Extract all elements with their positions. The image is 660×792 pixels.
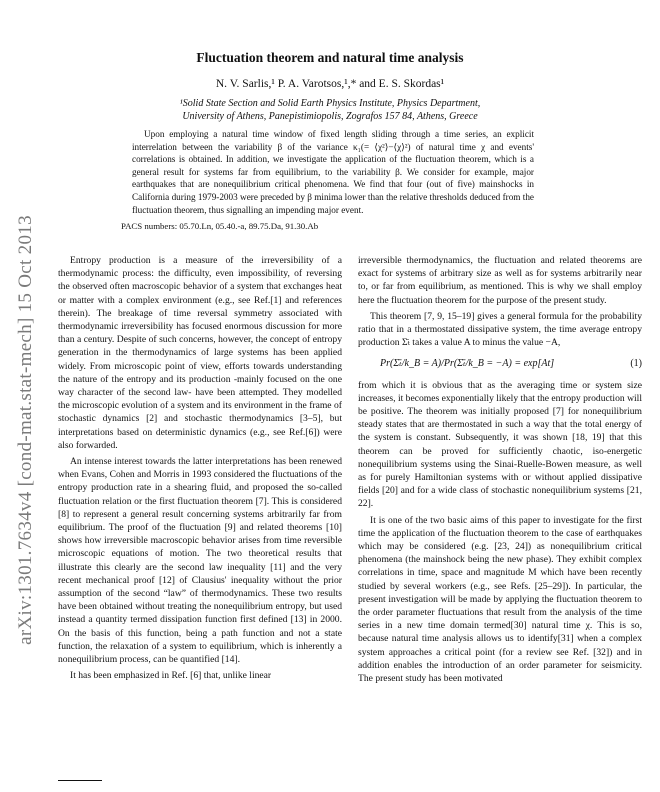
affiliation-line: University of Athens, Panepistimiopolis, Zografos 157 84, Athens, Greece: [182, 111, 478, 122]
body-paragraph: irreversible thermodynamics, the fluctuation and related theorems are exact for systems of arbitrary size as well as for systems arbitrarily near to, or far from equilibrium, as mentioned. This is why we shall employ here the fluctuation theorem for the purpose of the present study.: [358, 255, 642, 306]
right-column: [358, 254, 642, 688]
footnote-rule: [58, 780, 102, 781]
abstract: Upon employing a natural time window of fixed length sliding through a time series, an explicit interrelation between the variability β of the variance κ₁(= ⟨χ²⟩−⟨χ⟩²) of natural time χ and events' correlations is obtained. In addition, we investigate the application of the fluctuation theorem, which is a general result for systems far from equilibrium, to the variability β. We consider for example, major earthquakes that are nonequilibrium critical phenomena. We find that four (out of five) mainshocks in California during 1979-2003 were preceded by β minima lower than the relative thresholds deduced from the fluctuation theorem, thus signalling an impending major event.: [132, 129, 534, 215]
body-paragraph: This theorem [7, 9, 15–19] gives a general formula for the probability ratio that in a thermostated dissipative system, the time average entropy production Σ̄ₜ takes a value A to minus the value −A,: [358, 310, 642, 349]
arxiv-side-label: arXiv:1301.7634v4 [cond-mat.stat-mech] 15 Oct 2013: [15, 215, 36, 645]
affiliation-line: ¹Solid State Section and Solid Earth Physics Institute, Physics Department,: [179, 98, 481, 109]
left-column: [58, 254, 342, 686]
pacs-numbers: PACS numbers: 05.70.Ln, 05.40.-a, 89.75.Da, 91.30.Ab: [121, 221, 319, 231]
body-paragraph: It has been emphasized in Ref. [6] that, unlike linear: [70, 670, 272, 682]
body-paragraph: An intense interest towards the latter interpretations has been renewed when Evans, Cohen and Morris in 1993 considered the fluctuations of the entropy production rate in a shearing fluid, and proposed the so-called fluctuation relation or the first fluctuation theorem [7]. This is considered [8] to represent a general result concerning systems arbitrarily far from equilibrium. The proof of the fluctuation [9] and related theorems [10] shows how irreversible macroscopic behavior arises from time reversible microscopic equations of motion. The two theoretical results that illustrate this clearly are the second law inequality [11] and the very recent mechanical proof [12] of Clausius' inequality without the prior assumption of the second “law” of thermodynamics. These two results have been obtained without treating the nonequilibrium entropy, but used instead a quantity termed dissipation function first defined [13] in 2000. On the basis of this function, being a path function and not a state function, the relaxation of a system to equilibrium, which is inherently a nonequilibrium process, can be quantified [14].: [58, 456, 342, 666]
body-paragraph: Entropy production is a measure of the irreversibility of a thermodynamic process: the difficulty, even impossibility, of reversing the observed often macroscopic behavior of a system that exchanges heat or matter with a complex environment (e.g., see Ref.[1] and references therein). The breakage of time reversal symmetry associated with thermodynamic irreversibility has focused enormous discussion for more than a century. Despite of such concerns, however, the concept of entropy generation in the thermodynamics of large systems has been applied widely. From microscopic point of view, efforts towards understanding the nature of the entropy and its production -mainly focused on the one way character of the second law- have been attempted. They modelled the microscopic evolution of a system and its environment in the frame of stochastic dynamics [2] and stochastic thermodynamics [3–5], but interpretations based on deterministic dynamics (e.g., see Ref.[6]) were also forwarded.: [58, 255, 342, 451]
body-paragraph: from which it is obvious that as the averaging time or system size increases, it becomes exponentially likely that the entropy production will be positive. The theorem was initially proposed [7] for nonequilibrium steady states that are thermostated in such a way that the total energy of the system is constant. Subsequently, it was shown [18, 19] that this theorem can be proved for sufficiently chaotic, iso-energetic nonequilibrium systems using the Sinai-Ruelle-Bowen measure, as well as for purely Hamiltonian systems with or without applied dissipative fields [20] and for a wide class of stochastic nonequilibrium systems [21, 22].: [358, 379, 643, 510]
equation-1: [380, 357, 642, 370]
body-paragraph: It is one of the two basic aims of this paper to investigate for the first time the application of the fluctuation theorem to the case of earthquakes which may be considered (e.g. [23, 24]) as nonequilibrium critical phenomena (the mainshock being the new phase). They exhibit complex correlations in time, space and magnitude M which have been recently studied by several workers (e.g., see Refs. [25–29]). In particular, the present investigation will be made by applying the fluctuation theorem to the order parameter fluctuations that result from the analysis of the time series in a new time domain termed[30] natural time χ. This is so, because natural time analysis allows us to identify[31] when a complex system approaches a critical point (for a review see Ref. [32]) and in addition enables the introduction of an order parameter for seismicity. The present study has been motivated: [358, 514, 642, 685]
author-list: N. V. Sarlis,¹ P. A. Varotsos,¹,* and E. S. Skordas¹: [215, 78, 445, 90]
affiliation: [0, 97, 660, 123]
paper-title: Fluctuation theorem and natural time analysis: [196, 50, 464, 65]
equation-number: (1): [630, 358, 642, 370]
equation-body: Pr(Σ̄ₜ/k_B = A)/Pr(Σ̄ₜ/k_B = −A) = exp[At]: [380, 358, 555, 370]
